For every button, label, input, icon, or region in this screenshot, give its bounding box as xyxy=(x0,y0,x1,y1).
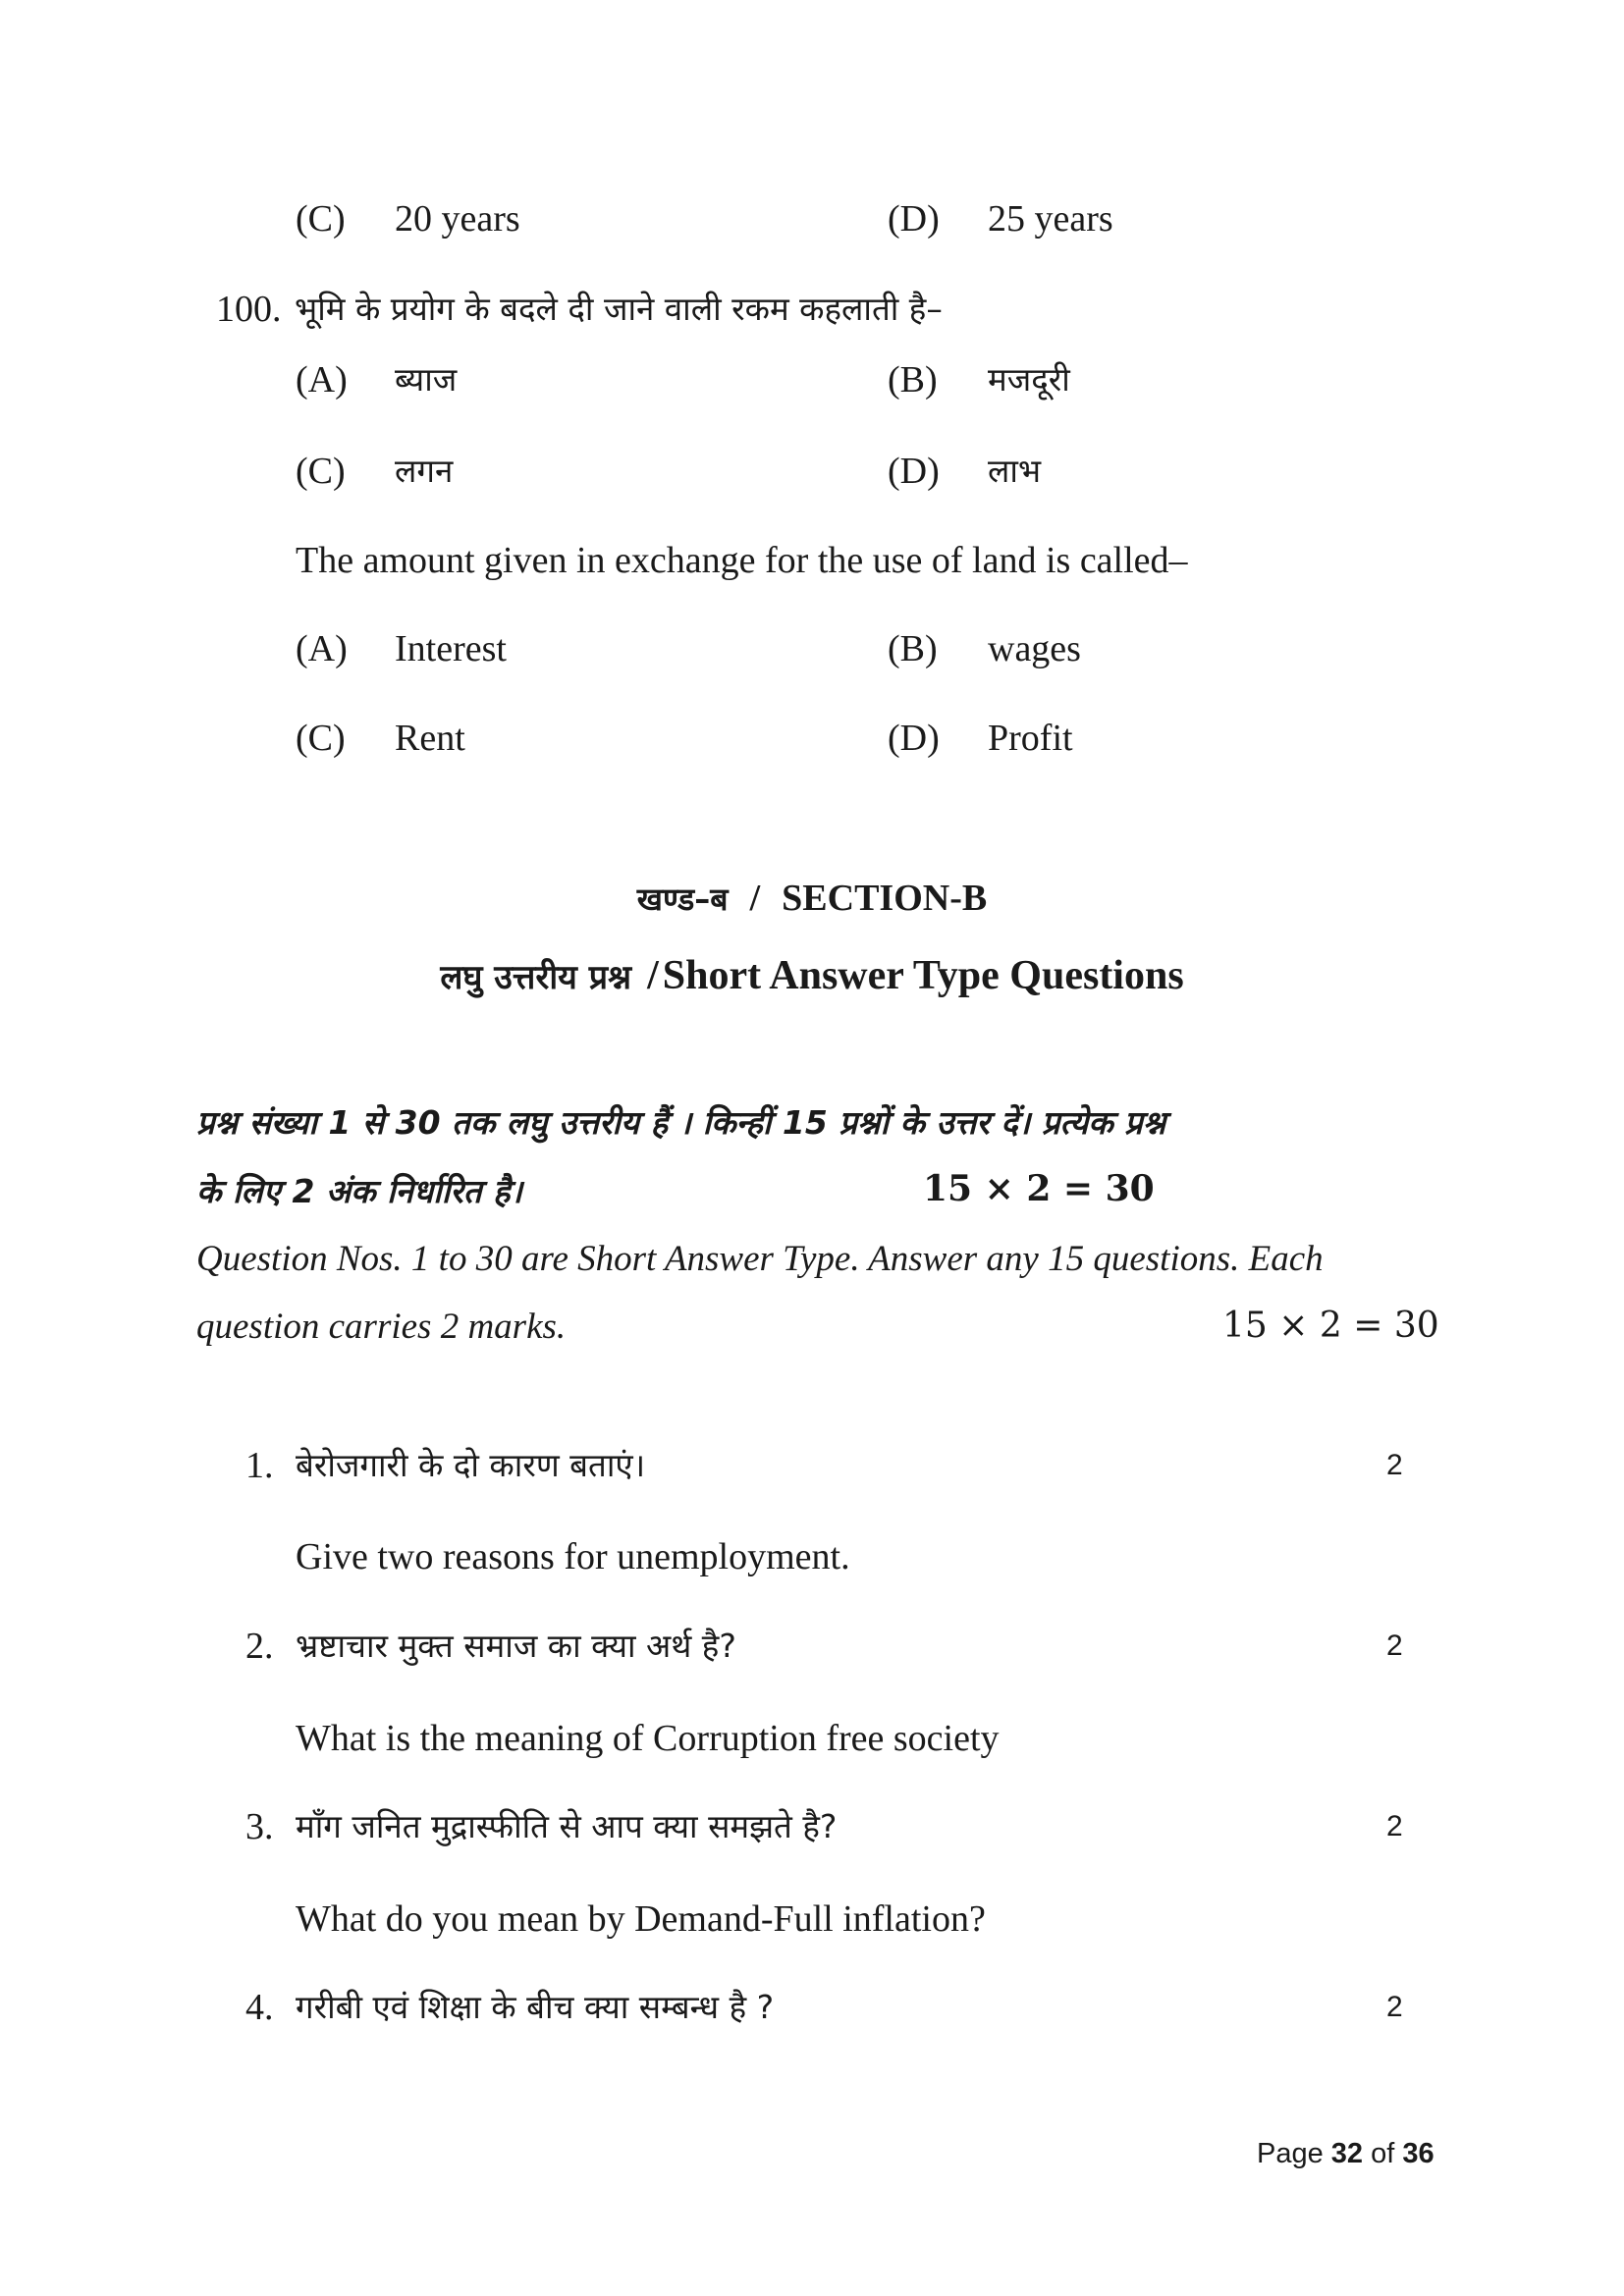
section-subheading xyxy=(0,952,1624,999)
page-footer xyxy=(1257,2138,1435,2170)
instructions-hindi-line1: प्रश्न संख्या 1 से 30 तक लघु उत्तरीय हैं । किन्हीं 15 प्रश्नों के उत्तर दें। प्रत्येक प्रश्न xyxy=(196,1103,1166,1142)
option-text: मजदूरी xyxy=(988,360,1070,399)
section-title-english: SECTION-B xyxy=(782,878,988,919)
page-number: 32 xyxy=(1330,2138,1364,2169)
option-text: Rent xyxy=(395,718,465,759)
section-subtitle-english: Short Answer Type Questions xyxy=(662,953,1184,998)
option-label: (A) xyxy=(296,628,348,669)
option-label: (C) xyxy=(296,451,346,492)
section-title-hindi: खण्ड–ब xyxy=(636,881,729,918)
section-separator: / xyxy=(749,878,761,919)
instructions-english-line1: Question Nos. 1 to 30 are Short Answer Type. Answer any 15 questions. Each xyxy=(196,1239,1324,1279)
instructions-hindi-line2: के लिए 2 अंक निर्धारित है। xyxy=(196,1172,523,1210)
option-text: Profit xyxy=(988,718,1073,759)
question-marks: 2 xyxy=(1386,1991,1403,2023)
of-word: of xyxy=(1371,2138,1395,2169)
question-marks: 2 xyxy=(1386,1449,1403,1481)
page-word: Page xyxy=(1257,2138,1324,2169)
option-label: (C) xyxy=(296,718,346,759)
option-text: wages xyxy=(988,628,1081,669)
page-total: 36 xyxy=(1402,2138,1435,2169)
option-text: लाभ xyxy=(988,452,1042,490)
option-label: (D) xyxy=(888,718,940,759)
option-text: 20 years xyxy=(395,198,520,240)
option-label: (D) xyxy=(888,198,940,240)
question-marks: 2 xyxy=(1386,1629,1403,1662)
instructions-english-line2: question carries 2 marks. xyxy=(196,1307,567,1347)
option-text: 25 years xyxy=(988,198,1113,240)
question-text-english: What is the meaning of Corruption free society xyxy=(296,1718,1000,1759)
question-text-english: What do you mean by Demand-Full inflation? xyxy=(296,1898,986,1940)
instructions-hindi-marks: 15 × 2 = 30 xyxy=(923,1168,1155,1209)
question-text-english: The amount given in exchange for the use of land is called– xyxy=(296,540,1188,581)
question-number: 100. xyxy=(216,289,282,330)
section-subtitle-hindi: लघु उत्तरीय प्रश्न xyxy=(440,958,632,997)
question-number: 1. xyxy=(245,1445,274,1486)
question-text-english: Give two reasons for unemployment. xyxy=(296,1536,850,1577)
question-number: 4. xyxy=(245,1987,274,2028)
question-number: 2. xyxy=(245,1626,274,1667)
question-text-hindi: बेरोजगारी के दो कारण बताएं। xyxy=(296,1446,646,1484)
option-text: Interest xyxy=(395,628,507,669)
section-subtitle-separator: / xyxy=(647,953,659,998)
option-text: लगन xyxy=(395,452,454,490)
option-label: (A) xyxy=(296,359,348,400)
question-marks: 2 xyxy=(1386,1810,1403,1842)
section-heading xyxy=(0,877,1624,920)
question-text-hindi: भूमि के प्रयोग के बदले दी जाने वाली रकम कहलाती है– xyxy=(295,290,943,328)
option-label: (B) xyxy=(888,359,938,400)
option-label: (B) xyxy=(888,628,938,669)
question-text-hindi: गरीबी एवं शिक्षा के बीच क्या सम्बन्ध है ? xyxy=(296,1988,775,2026)
question-number: 3. xyxy=(245,1806,274,1847)
question-text-hindi: माँग जनित मुद्रास्फीति से आप क्या समझते है? xyxy=(296,1807,838,1845)
option-label: (D) xyxy=(888,451,940,492)
instructions-english-marks: 15 × 2 = 30 xyxy=(1222,1306,1439,1346)
question-text-hindi: भ्रष्टाचार मुक्त समाज का क्या अर्थ है? xyxy=(296,1627,736,1665)
option-label: (C) xyxy=(296,198,346,240)
option-text: ब्याज xyxy=(395,360,458,399)
